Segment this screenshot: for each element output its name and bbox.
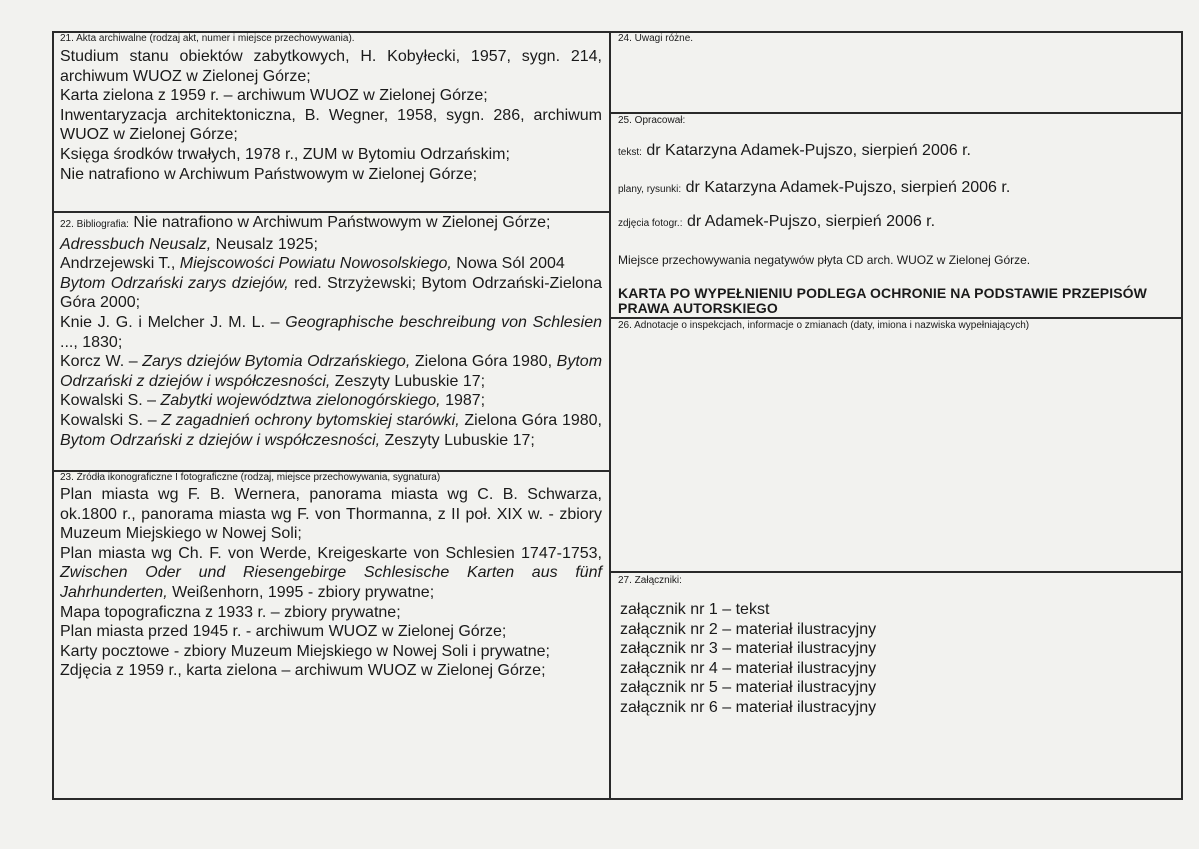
author-photos-row bbox=[618, 213, 935, 231]
divider-26-27 bbox=[609, 571, 1182, 573]
source-text: Plan miasta wg Ch. F. von Werde, Kreigeskarte von Schlesien 1747-1753, bbox=[60, 544, 602, 562]
section-27-label: 27. Załączniki: bbox=[618, 575, 682, 586]
plans-label: plany, rysunki: bbox=[618, 184, 682, 195]
section-25 bbox=[618, 115, 1178, 127]
archive-entry: Księga środków trwałych, 1978 r., ZUM w Bytomiu Odrzańskim; bbox=[60, 145, 510, 163]
details: ..., 1830; bbox=[60, 333, 123, 351]
title: Bytom Odrzański z dziejów i współczesności, bbox=[60, 431, 381, 449]
attachment-item: załącznik nr 3 – materiał ilustracyjny bbox=[620, 640, 877, 657]
archive-entry: Karta zielona z 1959 r. – archiwum WUOZ w Zielonej Górze; bbox=[60, 87, 488, 105]
section-25-label: 25. Opracował: bbox=[618, 115, 686, 126]
text-author: dr Katarzyna Adamek-Pujszo, sierpień 2006 r. bbox=[646, 142, 971, 159]
section-23-label: 23. Źródła ikonograficzne I fotograficzne (rodzaj, miejsce przechowywania, sygnatura) bbox=[60, 472, 441, 483]
details: Zeszyty Lubuskie 17; bbox=[380, 431, 535, 449]
details: 1987; bbox=[440, 392, 486, 410]
bibliography-entry bbox=[60, 235, 602, 255]
source-entry: Zdjęcia z 1959 r., karta zielona – archiwum WUOZ w Zielonej Górze; bbox=[60, 662, 546, 680]
details: Zielona Góra 1980, bbox=[459, 411, 602, 429]
bibliography-entry: Nie natrafiono w Archiwum Państwowym w Zielonej Górze; bbox=[133, 214, 551, 231]
attachment-item: załącznik nr 5 – materiał ilustracyjny bbox=[620, 679, 877, 696]
title: Geographische beschreibung von Schlesien bbox=[285, 313, 602, 331]
source-entry bbox=[60, 544, 602, 603]
photos-label: zdjęcia fotogr.: bbox=[618, 218, 683, 229]
section-21 bbox=[60, 33, 602, 184]
details: Neusalz 1925; bbox=[211, 235, 318, 253]
bibliography-first bbox=[60, 213, 602, 235]
bibliography-entry bbox=[60, 391, 602, 411]
author: Kowalski S. – bbox=[60, 411, 162, 429]
bibliography-entry bbox=[60, 274, 602, 313]
divider-24-25 bbox=[609, 112, 1182, 114]
section-23 bbox=[60, 472, 602, 681]
attachment-item: załącznik nr 1 – tekst bbox=[620, 601, 770, 618]
attachment-item: załącznik nr 6 – materiał ilustracyjny bbox=[620, 698, 877, 716]
copyright-notice bbox=[618, 286, 1176, 316]
details: red. Strzyżewski; Bytom Odrzański-Zielona Góra 2000; bbox=[60, 274, 602, 312]
text-label: tekst: bbox=[618, 147, 642, 158]
copyright-notice-line: PRAWA AUTORSKIEGO bbox=[618, 300, 778, 316]
archive-entry: Nie natrafiono w Archiwum Państwowym w Zielonej Górze; bbox=[60, 165, 478, 183]
bibliography-entry bbox=[60, 254, 602, 274]
details: Nowa Sól 2004 bbox=[451, 255, 565, 273]
photos-author: dr Adamek-Pujszo, sierpień 2006 r. bbox=[686, 213, 936, 230]
author-text-row bbox=[618, 142, 971, 160]
source-entry: Karty pocztowe - zbiory Muzeum Miejskiego w Nowej Soli i prywatne; bbox=[60, 642, 550, 660]
plans-author: dr Katarzyna Adamek-Pujszo, sierpień 2006 r. bbox=[685, 179, 1011, 196]
archive-entry: Inwentaryzacja architektoniczna, B. Wegner, 1958, sygn. 286, archiwum WUOZ w Zielonej Górze; bbox=[60, 106, 602, 144]
section-26 bbox=[618, 320, 1174, 332]
title: Bytom Odrzański z dziejów i współczesności, bbox=[60, 353, 603, 390]
title: Zabytki województwa zielonogórskiego, bbox=[160, 392, 441, 410]
section-24 bbox=[618, 33, 1174, 45]
title: Zarys dziejów Bytomia Odrzańskiego, bbox=[142, 353, 411, 371]
author: Andrzejewski T., bbox=[60, 255, 180, 273]
title: Adressbuch Neusalz, bbox=[60, 235, 212, 253]
source-entry: Plan miasta wg F. B. Wernera, panorama miasta wg C. B. Schwarza, ok.1800 r., panorama miasta wg F. von Thormanna, z II poł. XIX w. - zbiory Muzeum Miejskiego w Nowej Soli; bbox=[60, 486, 602, 543]
section-21-label: 21. Akta archiwalne (rodzaj akt, numer i miejsce przechowywania). bbox=[60, 33, 355, 44]
bibliography-entry bbox=[60, 411, 602, 450]
negatives-location: Miejsce przechowywania negatywów płyta CD arch. WUOZ w Zielonej Górze. bbox=[618, 253, 1031, 267]
attachments-list bbox=[620, 600, 876, 717]
details: Weißenhorn, 1995 - zbiory prywatne; bbox=[167, 583, 435, 601]
attachment-item: załącznik nr 4 – materiał ilustracyjny bbox=[620, 659, 877, 677]
title: Zwischen Oder und Riesengebirge Schlesische Karten aus fünf Jahrhunderten, bbox=[60, 564, 602, 601]
bibliography-entry bbox=[60, 352, 602, 391]
details: Zeszyty Lubuskie 17; bbox=[330, 372, 486, 390]
title: Z zagadnień ochrony bytomskiej starówki, bbox=[161, 411, 460, 429]
divider-25-26 bbox=[609, 317, 1182, 319]
author: Knie J. G. i Melcher J. M. L. – bbox=[60, 313, 286, 331]
title: Miejscowości Powiatu Nowosolskiego, bbox=[179, 255, 452, 273]
frame-right bbox=[1181, 31, 1183, 799]
frame-bottom bbox=[52, 798, 1183, 800]
author-plans-row bbox=[618, 179, 1010, 197]
archive-entry: Studium stanu obiektów zabytkowych, H. Kobyłecki, 1957, sygn. 214, archiwum WUOZ w Zielonej Górze; bbox=[60, 48, 602, 85]
section-24-label: 24. Uwagi różne. bbox=[618, 33, 694, 44]
section-22-label: 22. Bibliografia: bbox=[60, 219, 129, 230]
details: Zielona Góra 1980, bbox=[410, 353, 557, 371]
author: Korcz W. – bbox=[60, 353, 143, 371]
source-entry: Mapa topograficzna z 1933 r. – zbiory prywatne; bbox=[60, 603, 401, 621]
frame-left bbox=[52, 31, 54, 799]
attachment-item: załącznik nr 2 – materiał ilustracyjny bbox=[620, 620, 877, 638]
copyright-notice-line: KARTA PO WYPEŁNIENIU PODLEGA OCHRONIE NA PODSTAWIE PRZEPISÓW bbox=[618, 285, 1147, 301]
section-26-label: 26. Adnotacje o inspekcjach, informacje o zmianach (daty, imiona i nazwiska wypełniających) bbox=[618, 320, 1030, 331]
source-entry: Plan miasta przed 1945 r. - archiwum WUOZ w Zielonej Górze; bbox=[60, 623, 507, 641]
title: Bytom Odrzański zarys dziejów, bbox=[60, 274, 289, 292]
column-divider bbox=[609, 31, 611, 799]
author: Kowalski S. – bbox=[60, 392, 161, 410]
section-27 bbox=[618, 575, 1174, 587]
section-22 bbox=[60, 213, 602, 450]
bibliography-entry bbox=[60, 313, 602, 352]
